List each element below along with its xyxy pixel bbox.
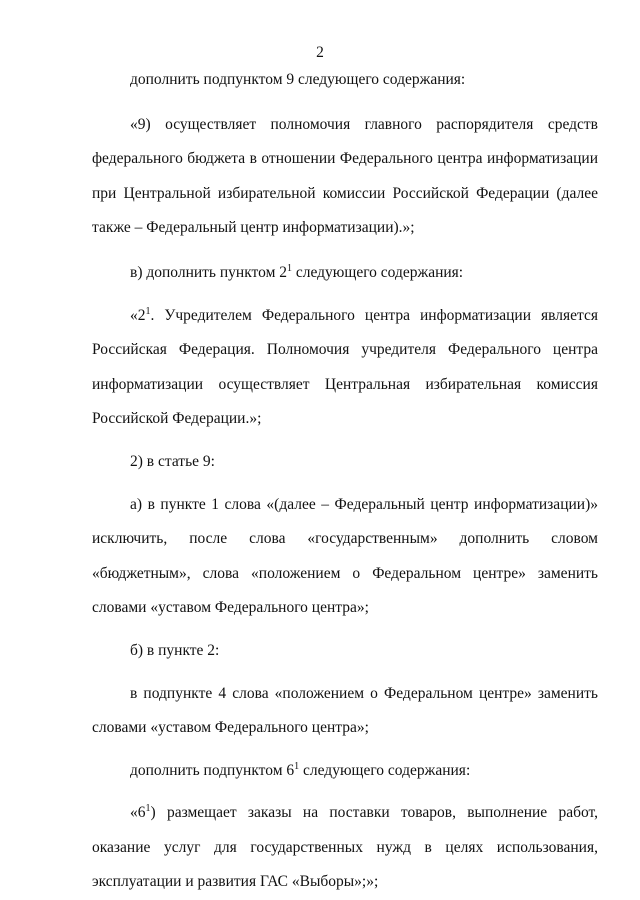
paragraph-6: а) в пункте 1 слова «(далее – Федеральный центр информатизации)» исключить, после слова «государственным» дополнить словом «бюджетным», слова «положением о Федеральном центре» заменить словами «уставом Федерального центра»;	[92, 495, 598, 617]
paragraph-5: 2) в статье 9:	[130, 452, 215, 470]
paragraph-4-text-end: . Учредителем Федерального центра информатизации является Российская Федерация. Полномочия учредителя Федерального центра информатизации осуществляет Центральная избирательная комиссия Российской Федерации.»;	[92, 306, 598, 428]
paragraph-3-text-end: следующего содержания:	[292, 263, 464, 281]
paragraph-3-superscript: 1	[287, 262, 292, 274]
paragraph-2: «9) осуществляет полномочия главного распорядителя средств федерального бюджета в отношении Федерального центра информатизации при Центральной избирательной комиссии Российской Федерации (далее также – Федеральный центр информатизации).»;	[92, 115, 598, 237]
paragraph-4-text: «2	[130, 306, 146, 324]
paragraph-9-superscript: 1	[294, 760, 300, 772]
paragraph-10-superscript: 1	[145, 803, 151, 815]
document-body	[92, 63, 598, 900]
page-number: 2	[316, 44, 324, 61]
paragraph-8: в подпункте 4 слова «положением о Федеральном центре» заменить словами «уставом Федерального центра»;	[92, 684, 598, 737]
paragraph-10-text-end: ) размещает заказы на поставки товаров, выполнение работ, оказание услуг для государственных нужд в целях использования, эксплуатации и развития ГАС «Выборы»;»;	[92, 804, 598, 891]
paragraph-10	[92, 796, 598, 900]
paragraph-7: б) в пункте 2:	[130, 641, 220, 659]
paragraph-4-superscript: 1	[145, 305, 151, 317]
paragraph-9-text-end: следующего содержания:	[299, 761, 471, 779]
paragraph-1: дополнить подпунктом 9 следующего содержания:	[130, 71, 466, 88]
paragraph-9-text: дополнить подпунктом 6	[130, 761, 295, 779]
paragraph-3	[92, 256, 598, 291]
paragraph-4	[92, 299, 598, 437]
paragraph-9	[92, 754, 598, 789]
paragraph-10-text: «6	[130, 804, 146, 822]
paragraph-3-text: в) дополнить пунктом 2	[130, 263, 287, 281]
